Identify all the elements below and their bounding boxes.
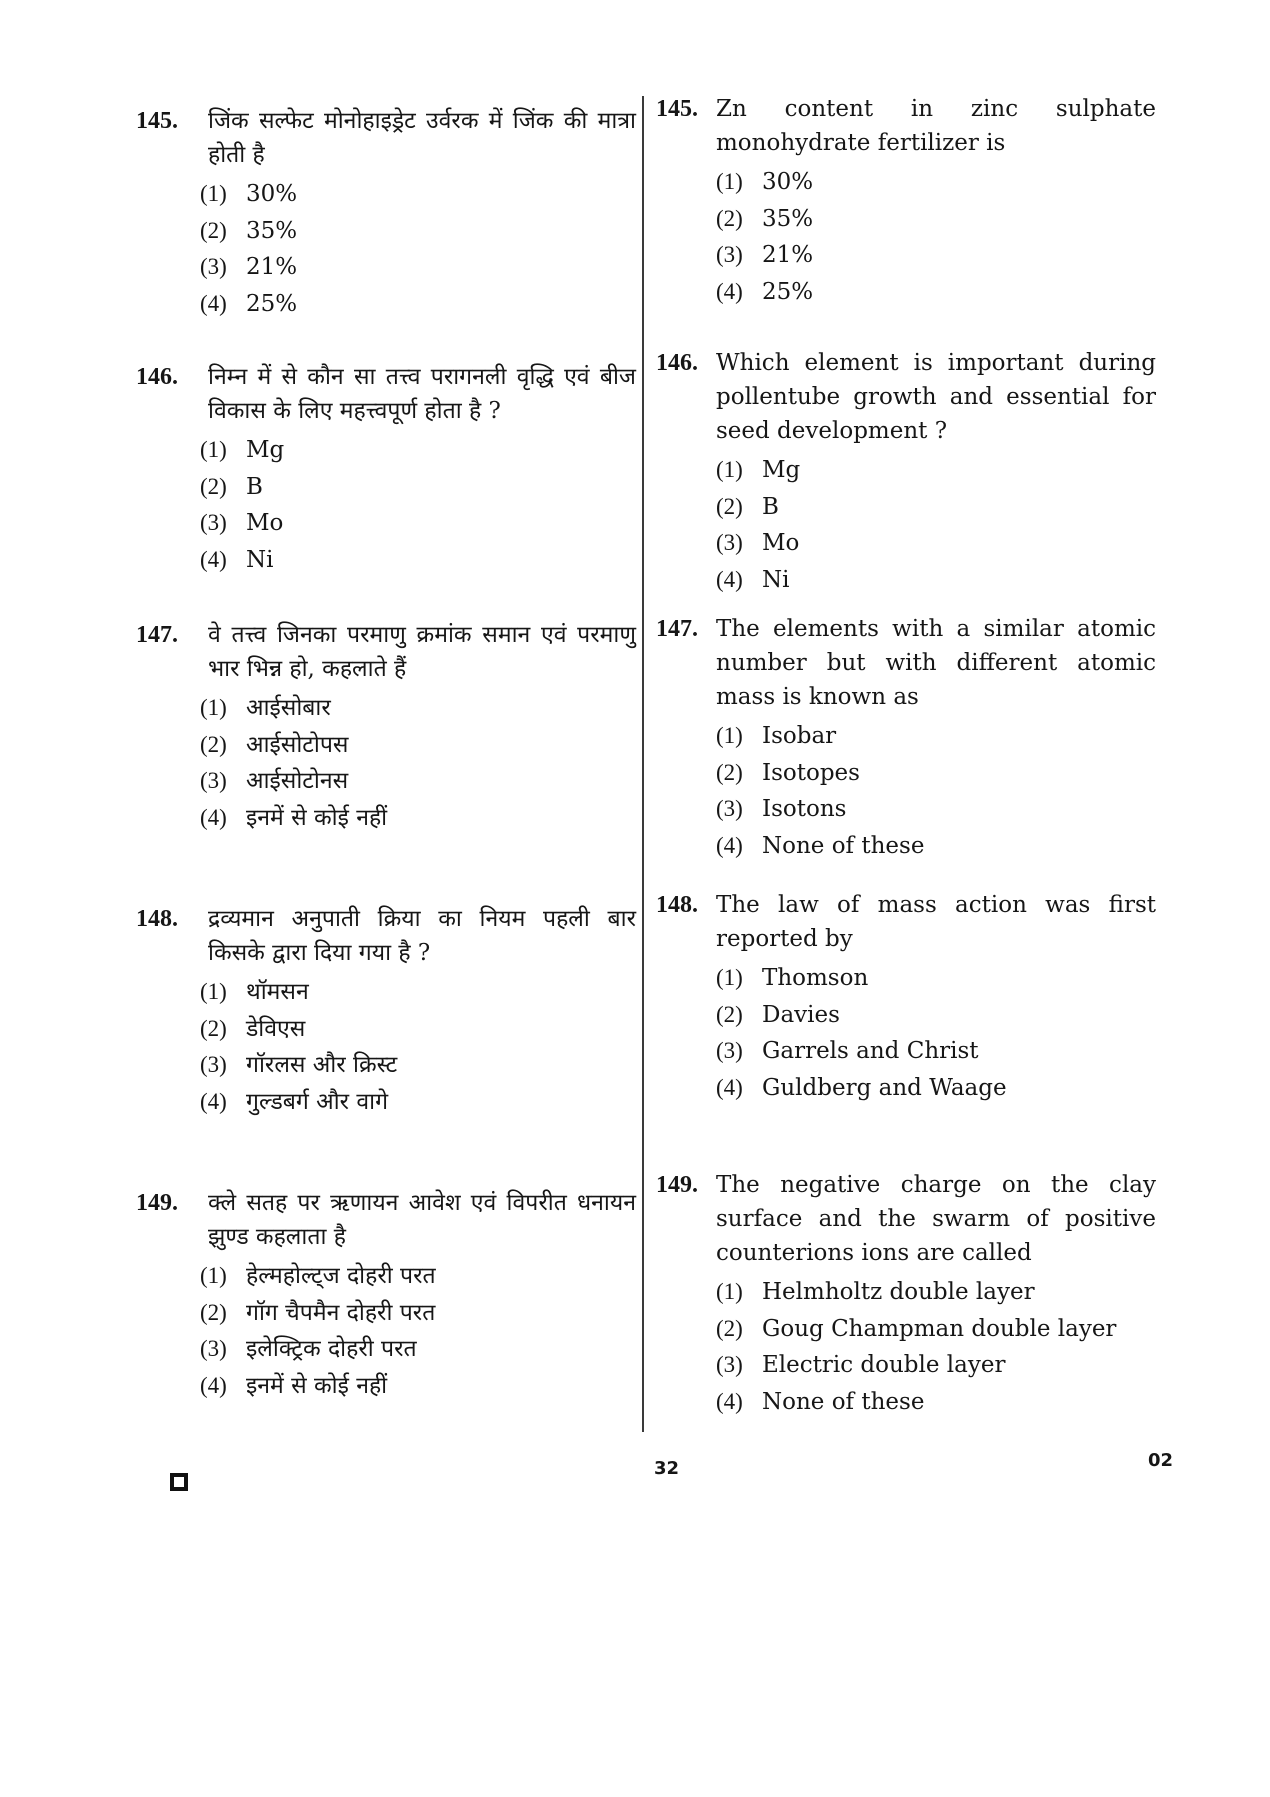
option-list: [716, 960, 1156, 1106]
option-number: (1): [716, 723, 743, 748]
option-text: आईसोटोनस: [246, 768, 349, 794]
option-3: [200, 505, 636, 542]
option-3: [200, 1047, 636, 1084]
option-number: (1): [200, 1263, 227, 1288]
option-4: [716, 1384, 1156, 1421]
option-number: (2): [200, 1015, 227, 1041]
option-1: [716, 164, 1156, 201]
option-1: [716, 452, 1156, 489]
option-2: [716, 201, 1156, 238]
question-number: 148.: [656, 892, 698, 918]
option-text: Ni: [762, 566, 790, 593]
option-text: इनमें से कोई नहीं: [246, 804, 388, 831]
page-number: 32: [654, 1458, 680, 1479]
option-1: [200, 1258, 636, 1295]
question-147-hindi: [136, 618, 636, 836]
option-2: [200, 727, 636, 764]
option-4: [200, 1368, 636, 1405]
option-number: (3): [716, 242, 743, 267]
option-text: 25%: [762, 278, 814, 305]
question-text: वे तत्त्व जिनका परमाणु क्रमांक समान एवं परमाणु भार भिन्न हो, कहलाते हैं: [208, 622, 636, 682]
option-3: [200, 1331, 636, 1368]
option-text: Isotopes: [762, 759, 860, 786]
option-number: (2): [200, 731, 227, 757]
option-text: हेल्महोल्ट्ज दोहरी परत: [246, 1263, 436, 1289]
option-2: [200, 1295, 636, 1332]
option-number: (3): [200, 1052, 227, 1077]
option-number: (3): [716, 1352, 743, 1377]
option-3: [716, 1347, 1156, 1384]
option-number: (3): [716, 1038, 743, 1063]
option-1: [200, 690, 636, 727]
option-2: [200, 1011, 636, 1048]
column-divider: [642, 96, 644, 1432]
question-147-english: [656, 612, 1156, 864]
option-text: थॉमसन: [246, 979, 309, 1005]
option-number: (1): [716, 169, 743, 194]
option-text: 21%: [246, 254, 298, 280]
question-145-english: [656, 92, 1156, 310]
question-text: द्रव्यमान अनुपाती क्रिया का नियम पहली बार किसके द्वारा दिया गया है ?: [208, 906, 636, 966]
option-2: [716, 1311, 1156, 1348]
option-number: (2): [200, 1299, 227, 1325]
option-number: (1): [200, 695, 227, 720]
question-148-english: [656, 888, 1156, 1106]
option-text: Garrels and Christ: [762, 1038, 979, 1064]
option-2: [716, 997, 1156, 1034]
option-4: [716, 828, 1156, 865]
question-number: 148.: [136, 906, 178, 932]
option-number: (4): [200, 1372, 227, 1398]
option-3: [716, 237, 1156, 274]
option-number: (3): [716, 530, 743, 555]
option-number: (2): [716, 1315, 743, 1341]
booklet-code: 02: [1148, 1450, 1174, 1471]
option-4: [200, 1084, 636, 1121]
option-4: [716, 1070, 1156, 1107]
option-2: [200, 213, 636, 250]
option-3: [200, 763, 636, 800]
option-4: [200, 800, 636, 837]
option-number: (1): [716, 965, 743, 990]
option-1: [200, 432, 636, 469]
option-text: इनमें से कोई नहीं: [246, 1372, 388, 1399]
option-1: [200, 974, 636, 1011]
option-1: [716, 718, 1156, 755]
option-text: Helmholtz double layer: [762, 1279, 1035, 1305]
question-number: 147.: [136, 622, 178, 648]
option-text: गॉरलस और क्रिस्ट: [246, 1052, 398, 1078]
option-text: Mo: [246, 510, 284, 536]
option-number: (1): [716, 1279, 743, 1304]
option-number: (2): [200, 473, 227, 499]
option-1: [716, 960, 1156, 997]
option-number: (4): [716, 566, 743, 592]
option-text: गॉग चैपमैन दोहरी परत: [246, 1299, 436, 1326]
option-list: [200, 690, 636, 836]
option-list: [716, 718, 1156, 864]
question-number: 146.: [136, 364, 178, 390]
option-text: 30%: [762, 169, 814, 195]
option-text: B: [762, 493, 779, 520]
question-146-english: [656, 346, 1156, 598]
option-3: [200, 249, 636, 286]
option-4: [716, 274, 1156, 311]
option-text: B: [246, 473, 263, 500]
option-number: (3): [200, 254, 227, 279]
question-number: 146.: [656, 350, 698, 376]
question-text: जिंक सल्फेट मोनोहाइड्रेट उर्वरक में जिंक की मात्रा होती है: [208, 108, 636, 168]
option-text: आईसोबार: [246, 695, 331, 721]
option-2: [716, 489, 1156, 526]
question-number: 145.: [656, 96, 698, 122]
option-text: 25%: [246, 290, 298, 317]
option-number: (1): [200, 979, 227, 1004]
option-number: (1): [716, 457, 743, 482]
option-text: None of these: [762, 1388, 925, 1415]
option-number: (3): [200, 1336, 227, 1361]
option-number: (4): [716, 1074, 743, 1100]
question-number: 147.: [656, 616, 698, 642]
option-text: Mg: [762, 457, 801, 483]
option-list: [200, 432, 636, 578]
option-number: (2): [200, 217, 227, 243]
option-list: [716, 164, 1156, 310]
question-text: The elements with a similar atomic number but with different atomic mass is known as: [716, 616, 1156, 710]
question-text: क्ले सतह पर ऋणायन आवेश एवं विपरीत धनायन झुण्ड कहलाता है: [208, 1190, 636, 1250]
option-number: (4): [200, 290, 227, 316]
option-text: Davies: [762, 1001, 840, 1028]
option-number: (2): [716, 759, 743, 785]
option-number: (2): [716, 1001, 743, 1027]
option-text: Thomson: [762, 965, 869, 991]
question-149-english: [656, 1168, 1156, 1420]
question-148-hindi: [136, 902, 636, 1120]
option-number: (3): [200, 510, 227, 535]
option-text: Isotons: [762, 796, 847, 822]
option-number: (1): [200, 437, 227, 462]
option-list: [200, 176, 636, 322]
question-number: 149.: [136, 1190, 178, 1216]
option-3: [716, 1033, 1156, 1070]
question-149-hindi: [136, 1186, 636, 1404]
option-number: (4): [716, 1388, 743, 1414]
option-3: [716, 525, 1156, 562]
question-text: Which element is important during pollentube growth and essential for seed development ?: [716, 350, 1156, 444]
option-4: [200, 286, 636, 323]
option-text: 35%: [762, 205, 814, 232]
option-number: (3): [200, 768, 227, 793]
option-4: [200, 542, 636, 579]
corner-square-marker: [170, 1473, 188, 1491]
question-145-hindi: [136, 104, 636, 322]
option-text: इलेक्ट्रिक दोहरी परत: [246, 1336, 417, 1362]
option-text: Guldberg and Waage: [762, 1074, 1007, 1101]
question-text: The law of mass action was first reported by: [716, 892, 1156, 952]
question-text: Zn content in zinc sulphate monohydrate fertilizer is: [716, 96, 1156, 156]
question-146-hindi: [136, 360, 636, 578]
option-text: None of these: [762, 832, 925, 859]
question-number: 149.: [656, 1172, 698, 1198]
option-1: [716, 1274, 1156, 1311]
option-text: Isobar: [762, 723, 837, 749]
option-number: (4): [200, 546, 227, 572]
question-number: 145.: [136, 108, 178, 134]
option-3: [716, 791, 1156, 828]
option-number: (4): [200, 1088, 227, 1114]
option-number: (4): [200, 804, 227, 830]
option-text: डेविएस: [246, 1015, 306, 1042]
option-text: आईसोटोपस: [246, 731, 349, 758]
option-text: Electric double layer: [762, 1352, 1006, 1378]
option-text: 21%: [762, 242, 814, 268]
option-number: (4): [716, 832, 743, 858]
option-text: गुल्डबर्ग और वागे: [246, 1088, 389, 1115]
option-list: [716, 452, 1156, 598]
option-list: [200, 1258, 636, 1404]
option-list: [200, 974, 636, 1120]
option-number: (3): [716, 796, 743, 821]
option-1: [200, 176, 636, 213]
question-text: निम्न में से कौन सा तत्त्व परागनली वृद्धि एवं बीज विकास के लिए महत्त्वपूर्ण होता है ?: [208, 364, 636, 424]
option-4: [716, 562, 1156, 599]
option-text: Ni: [246, 546, 274, 573]
option-list: [716, 1274, 1156, 1420]
question-text: The negative charge on the clay surface and the swarm of positive counterions ions are called: [716, 1172, 1156, 1266]
option-text: Mg: [246, 437, 285, 463]
option-number: (1): [200, 181, 227, 206]
option-text: Goug Champman double layer: [762, 1315, 1117, 1342]
option-2: [200, 469, 636, 506]
option-number: (2): [716, 205, 743, 231]
option-text: 30%: [246, 181, 298, 207]
option-number: (2): [716, 493, 743, 519]
option-2: [716, 755, 1156, 792]
option-text: Mo: [762, 530, 800, 556]
option-text: 35%: [246, 217, 298, 244]
option-number: (4): [716, 278, 743, 304]
